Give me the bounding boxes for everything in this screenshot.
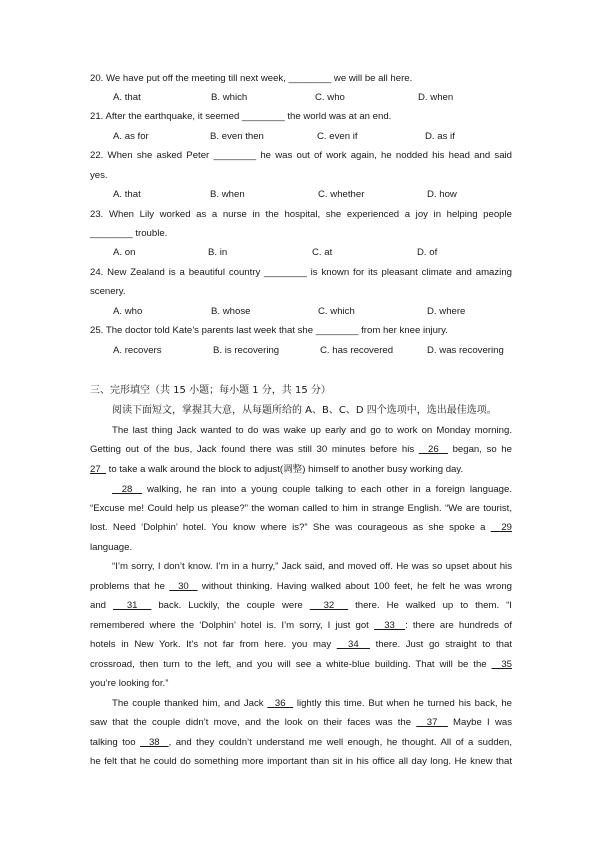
blank-36: 36 <box>267 698 294 709</box>
option-d: D. of <box>417 247 438 258</box>
option-c: C. has recovered <box>320 345 394 356</box>
question-24-options <box>113 306 523 318</box>
option-c: C. even if <box>317 131 358 142</box>
option-d: D. when <box>418 92 454 103</box>
question-22-stem: 22. When she asked Peter ________ he was out of work again, he nodded his head and said <box>90 150 512 161</box>
option-a: A. as for <box>113 131 149 142</box>
passage-line: 28 walking, he ran into a young couple talking to each other in a foreign language. <box>112 484 512 495</box>
option-a: A. on <box>113 247 136 258</box>
passage-line: problems that he 30 without thinking. Having walked about 100 feet, he felt he was wrong <box>90 581 512 592</box>
question-25-stem: 25. The doctor told Kate’s parents last week that she ________ from her knee injury. <box>90 325 448 336</box>
blank-34: 34 <box>336 639 370 650</box>
blank-29: 29 <box>490 522 512 533</box>
blank-35: 35 <box>491 659 512 670</box>
option-c: C. who <box>315 92 345 103</box>
option-c: C. at <box>312 247 333 258</box>
passage-line: lost. Need ‘Dolphin’ hotel. You know where is?” She was courageous as she spoke a 29 <box>90 522 512 533</box>
option-d: D. was recovering <box>427 345 504 356</box>
blank-33: 33 <box>373 620 406 631</box>
option-b: B. in <box>208 247 228 258</box>
question-23-stem-cont: ________ trouble. <box>90 228 168 239</box>
passage-line: crossroad, then turn to the left, and you will see a white-blue building. That will be the 35 <box>90 659 512 670</box>
option-b: B. even then <box>210 131 264 142</box>
option-a: A. that <box>113 189 141 200</box>
question-23-stem: 23. When Lily worked as a nurse in the hospital, she experienced a joy in helping people <box>90 209 512 220</box>
passage-line: remembered where the ‘Dolphin’ hotel is. I’m sorry, I just got 33 : there are hundreds of <box>90 620 512 631</box>
passage-line: The couple thanked him, and Jack 36 lightly this time. But when he turned his back, he <box>112 698 512 709</box>
passage-line: and 31 back. Luckily, the couple were 32 there. He walked up to them. “I <box>90 600 512 611</box>
section-instruction: 阅读下面短文，掌握其大意，从每题所给的 A、B、C、D 四个选项中，选出最佳选项。 <box>112 405 497 416</box>
passage-line: language. <box>90 542 133 553</box>
question-21-stem: 21. After the earthquake, it seemed ________ the world was at an end. <box>90 111 392 122</box>
blank-30: 30 <box>169 581 198 592</box>
passage-line: hotels in New York. It’s not far from here. you may 34 there. Just go straight to that <box>90 639 512 650</box>
passage-line: The last thing Jack wanted to do was wake up early and go to work on Monday morning. <box>112 425 512 436</box>
question-21-options <box>113 131 523 143</box>
passage-line: “I’m sorry, I don’t know. I’m in a hurry,” Jack said, and moved off. He was so upset about his <box>112 561 512 572</box>
blank-31: 31 <box>112 600 152 611</box>
passage-line: 27 to take a walk around the block to adjust(调整) himself to another busy working day. <box>90 464 464 475</box>
question-20-stem: 20. We have put off the meeting till next week, ________ we will be all here. <box>90 73 413 84</box>
blank-32: 32 <box>309 600 349 611</box>
passage-line: he felt that he could do something more important than sit in his office all day long. He knew that <box>90 756 512 767</box>
question-24-stem: 24. New Zealand is a beautiful country ________ is known for its pleasant climate and amazing <box>90 267 512 278</box>
passage-line: “Excuse me! Could help us please?” the woman called to him in strange English. “We are tourist, <box>90 503 512 514</box>
passage-line: talking too 38 , and they couldn’t understand me well enough, he thought. All of a sudden, <box>90 737 512 748</box>
blank-28: 28 <box>112 484 143 495</box>
blank-37: 37 <box>416 717 448 728</box>
blank-38: 38 <box>140 737 169 748</box>
option-d: D. how <box>427 189 457 200</box>
blank-27: 27 <box>90 464 107 475</box>
option-c: C. which <box>318 306 355 317</box>
passage-line: saw that the couple didn’t move, and the look on their faces was the 37 Maybe I was <box>90 717 513 728</box>
option-b: B. when <box>210 189 245 200</box>
option-d: D. where <box>427 306 466 317</box>
blank-26: 26 <box>418 444 448 455</box>
option-a: A. that <box>113 92 141 103</box>
question-22-stem-cont: yes. <box>90 170 108 181</box>
option-b: B. which <box>211 92 248 103</box>
option-d: D. as if <box>425 131 455 142</box>
option-b: B. is recovering <box>213 345 280 356</box>
option-b: B. whose <box>211 306 251 317</box>
passage-line: you’re looking for.” <box>90 678 169 689</box>
question-20-options <box>113 92 523 104</box>
section-heading: 三、完形填空（共 15 小题；每小题 1 分，共 15 分） <box>90 385 331 396</box>
option-a: A. who <box>113 306 143 317</box>
question-25-options <box>113 345 523 357</box>
option-a: A. recovers <box>113 345 162 356</box>
question-24-stem-cont: scenery. <box>90 286 126 297</box>
option-c: C. whether <box>318 189 365 200</box>
passage-line: Getting out of the bus, Jack found there was still 30 minutes before his 26 began, so he <box>90 444 512 455</box>
question-23-options <box>113 247 523 259</box>
question-22-options <box>113 189 523 201</box>
